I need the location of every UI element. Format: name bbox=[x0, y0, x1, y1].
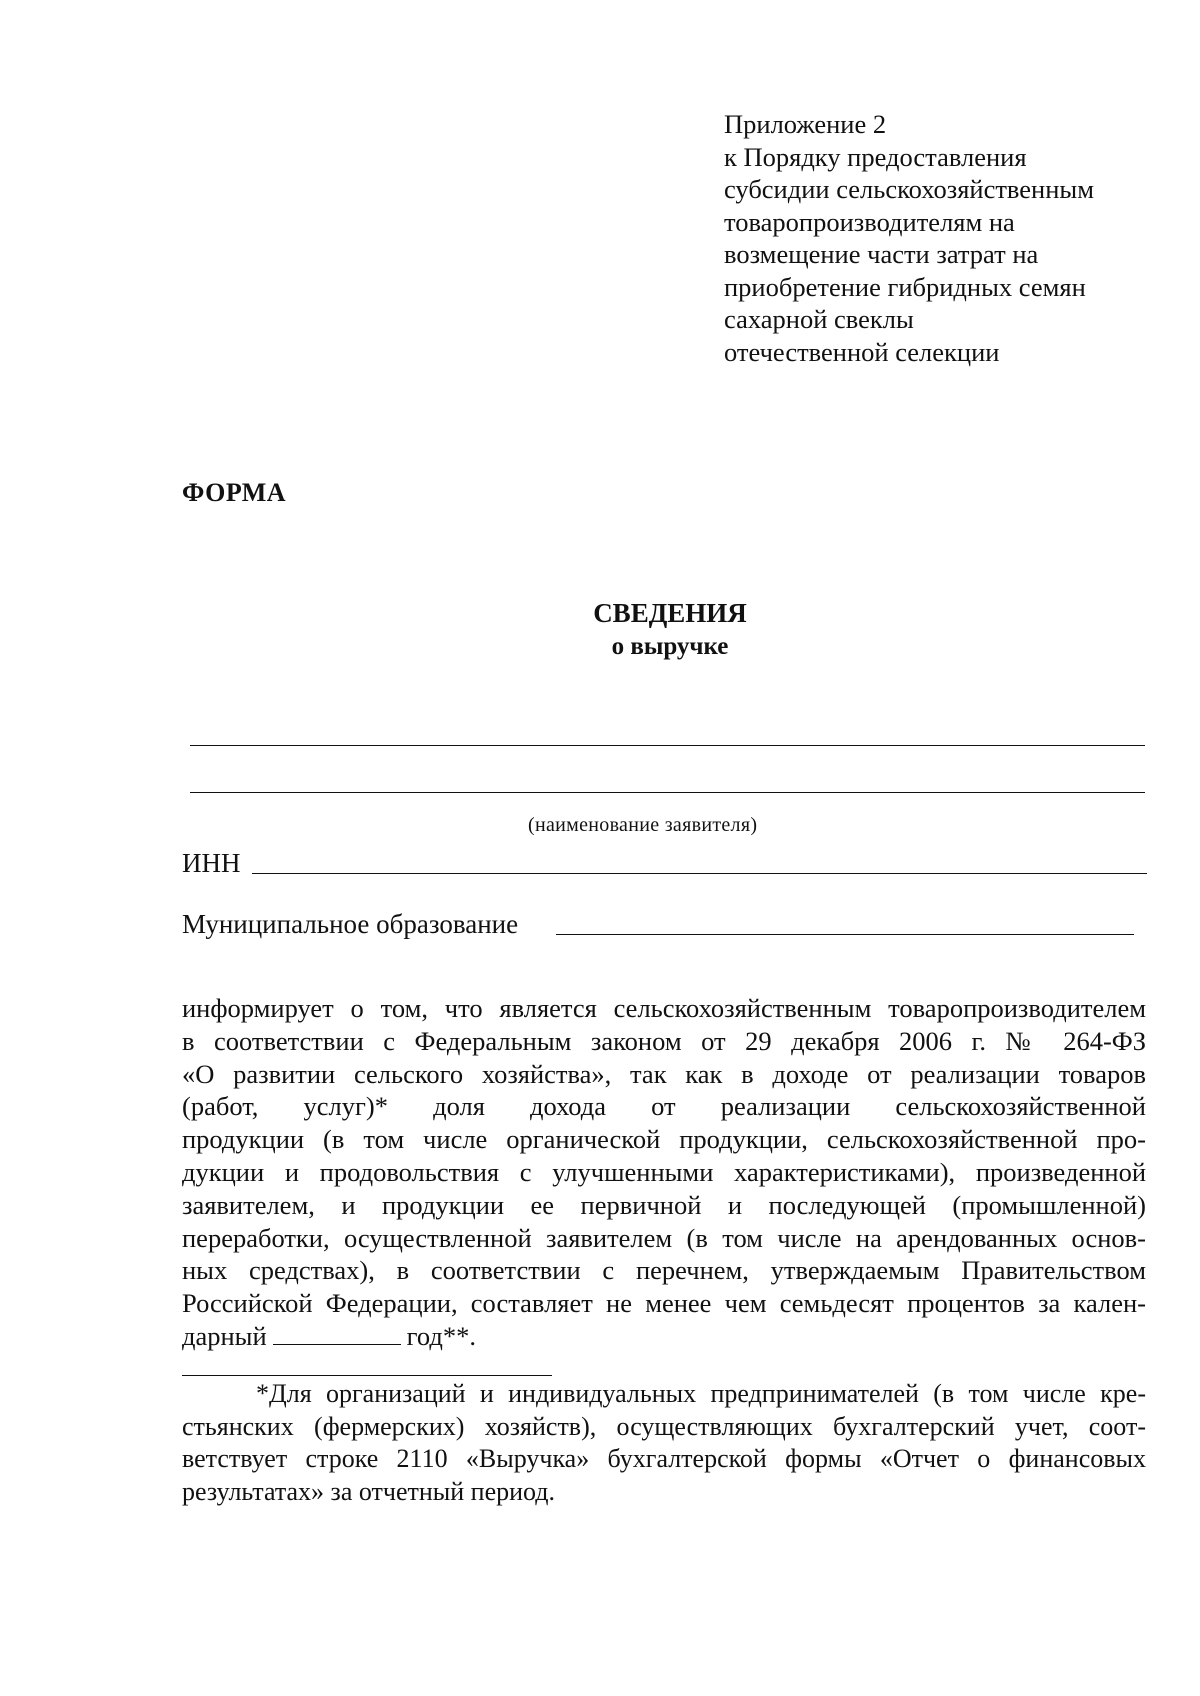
title-main: СВЕДЕНИЯ bbox=[593, 598, 747, 628]
appendix-line: субсидии сельскохозяйственным bbox=[724, 174, 1094, 204]
footnote-line: результатах» за отчетный период. bbox=[182, 1476, 556, 1506]
municipality-field-line[interactable] bbox=[556, 934, 1134, 935]
body-line: переработки, осуществленной заявителем (в том числе на арендованных основ- bbox=[182, 1222, 1146, 1253]
applicant-name-line-1[interactable] bbox=[190, 745, 1145, 746]
appendix-line: сахарной свеклы bbox=[724, 304, 914, 334]
body-line: «О развитии сельского хозяйства», так как в доходе от реализации товаров bbox=[182, 1058, 1146, 1089]
footnote-separator bbox=[182, 1375, 552, 1376]
body-line: информирует о том, что является сельскохозяйственным товаропроизводителем bbox=[182, 993, 1146, 1023]
body-line: дукции и продовольствия с улучшенными характеристиками), произведенной bbox=[182, 1156, 1146, 1187]
year-blank-field[interactable] bbox=[273, 1322, 401, 1345]
appendix-line: к Порядку предоставления bbox=[724, 141, 1027, 172]
appendix-header bbox=[724, 108, 1164, 368]
body-last-line bbox=[182, 1320, 1146, 1353]
appendix-line: возмещение части затрат на bbox=[724, 239, 1039, 269]
footnote-line: ветствует строке 2110 «Выручка» бухгалтерской формы «Отчет о финансовых bbox=[182, 1444, 1146, 1474]
body-last-line-start: дарный bbox=[182, 1320, 267, 1351]
title-sub: о выручке bbox=[611, 633, 729, 660]
document-title bbox=[520, 596, 820, 664]
body-line: заявителем, и продукции ее первичной и последующей (промышленной) bbox=[182, 1189, 1146, 1220]
appendix-line: товаропроизводителям на bbox=[724, 206, 1015, 237]
body-last-line-end: год**. bbox=[406, 1320, 476, 1351]
footnote-line: стьянских (фермерских) хозяйств), осуществляющих бухгалтерский учет, соот- bbox=[182, 1411, 1146, 1441]
body-line: ных средствах), в соответствии с перечнем, утверждаемым Правительством bbox=[182, 1255, 1146, 1286]
applicant-caption: (наименование заявителя) bbox=[528, 814, 758, 836]
footnote bbox=[182, 1378, 1146, 1508]
inn-label: ИНН bbox=[182, 848, 241, 878]
municipality-label: Муниципальное образование bbox=[182, 909, 519, 939]
footnote-line: *Для организаций и индивидуальных предпринимателей (в том числе кре- bbox=[256, 1379, 1146, 1408]
body-line: продукции (в том числе органической продукции, сельскохозяйственной про- bbox=[182, 1124, 1146, 1155]
body-line: в соответствии с Федеральным законом от 29 декабря 2006 г. № 264-ФЗ bbox=[182, 1025, 1146, 1056]
inn-field-line[interactable] bbox=[252, 873, 1147, 874]
form-label: ФОРМА bbox=[182, 478, 287, 507]
appendix-line: отечественной селекции bbox=[724, 336, 1000, 367]
appendix-line: приобретение гибридных семян bbox=[724, 271, 1086, 302]
body-line: Российской Федерации, составляет не менее чем семьдесят процентов за кален- bbox=[182, 1288, 1146, 1319]
applicant-name-line-2[interactable] bbox=[190, 792, 1145, 793]
appendix-line: Приложение 2 bbox=[724, 109, 887, 139]
body-line: (работ, услуг)* доля дохода от реализации сельскохозяйственной bbox=[182, 1091, 1146, 1122]
body-paragraph bbox=[182, 992, 1146, 1353]
